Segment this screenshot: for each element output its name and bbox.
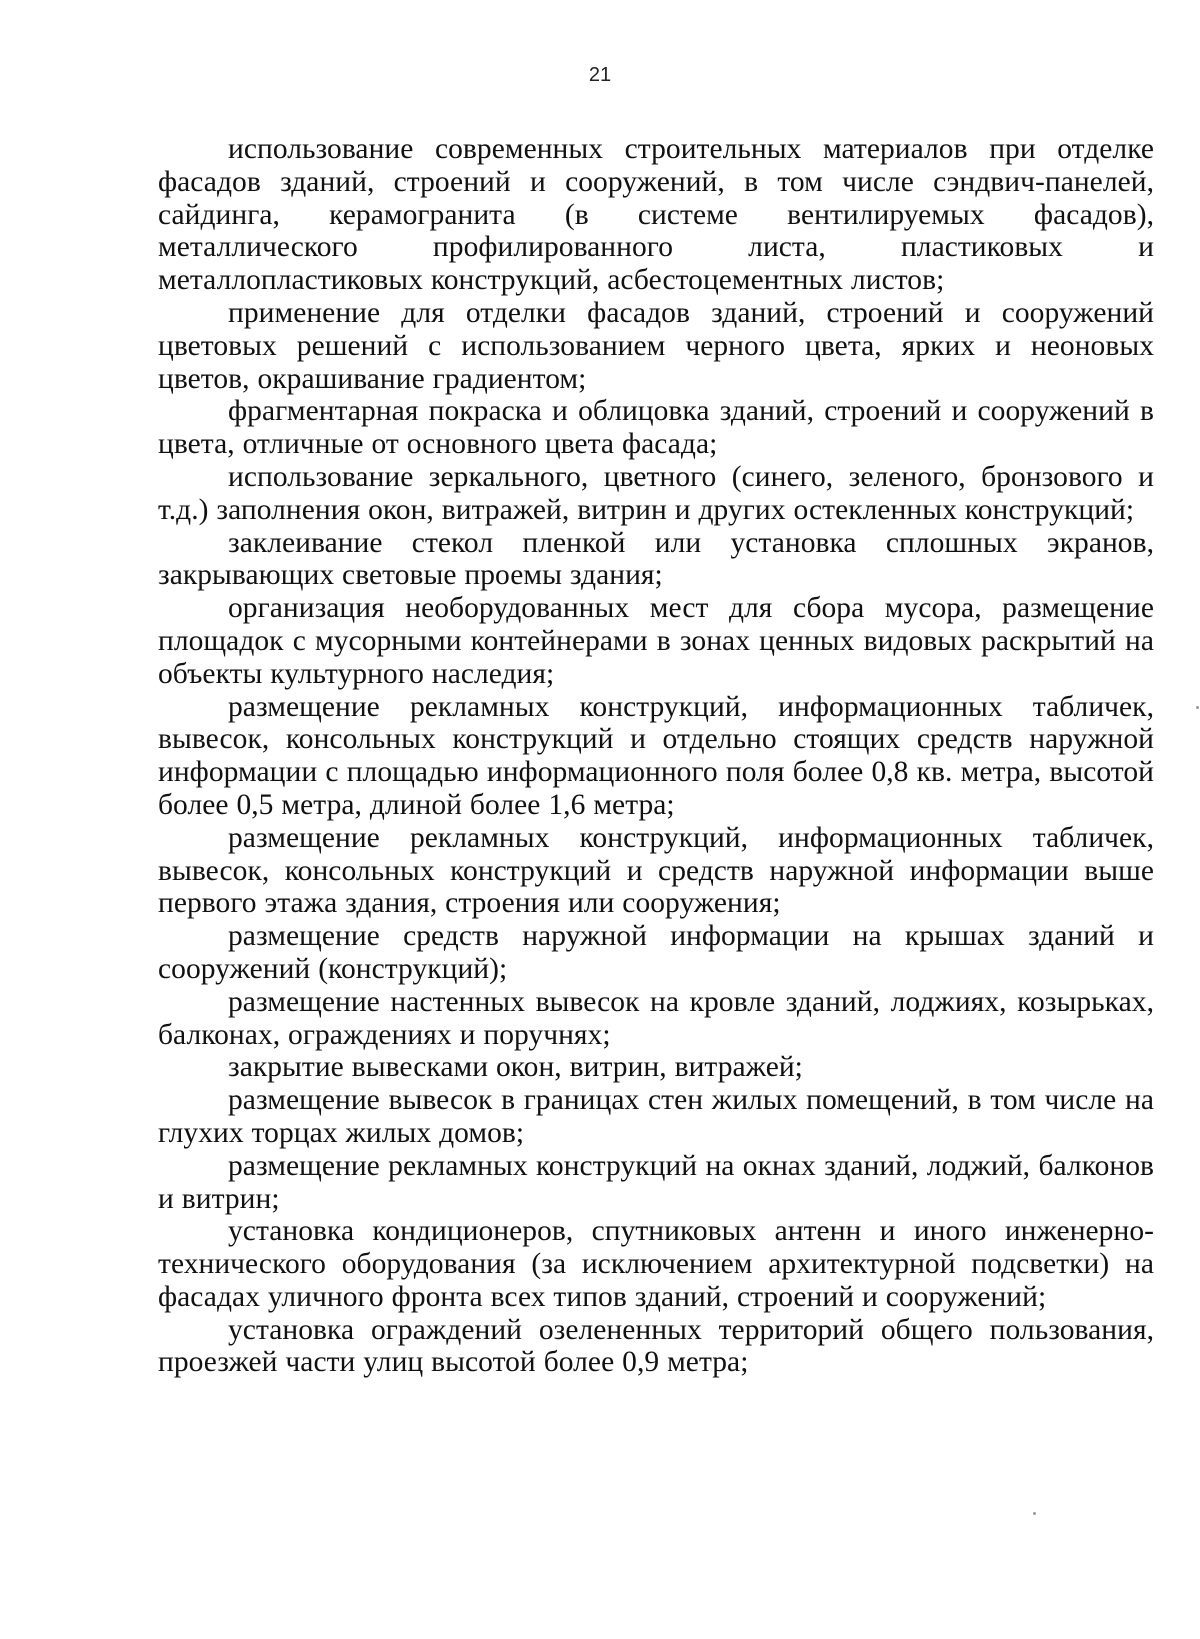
paragraph-5: заклеивание стекол пленкой или установка сплошных экранов, закрывающих световые проемы здания; [158, 526, 1154, 592]
paragraph-1: использование современных строительных материалов при отделке фасадов зданий, строений и сооружений, в том числе сэндвич-панелей, сайдинга, керамогранита (в системе вентилируемых фасадов), металлического профилированного листа, пластиковых и металлопластиковых конструкций, асбестоцементных листов; [158, 133, 1154, 297]
paragraph-3: фрагментарная покраска и облицовка зданий, строений и сооружений в цвета, отличные от основного цвета фасада; [158, 395, 1154, 461]
paragraph-9: размещение средств наружной информации на крышах зданий и сооружений (конструкций); [158, 920, 1154, 985]
paragraph-4: использование зеркального, цветного (синего, зеленого, бронзового и т.д.) заполнения окон, витражей, витрин и других остекленных конструкций; [158, 460, 1154, 526]
paragraph-12: размещение вывесок в границах стен жилых помещений, в том числе на глухих торцах жилых домов; [158, 1084, 1154, 1149]
page-number: 21 [588, 64, 612, 86]
paragraph-10: размещение настенных вывесок на кровле зданий, лоджиях, козырьках, балконах, ограждениях и поручнях; [158, 985, 1154, 1051]
paragraph-15: установка ограждений озелененных территорий общего пользования, проезжей части улиц высотой более 0,9 метра; [158, 1313, 1154, 1379]
paragraph-13: размещение рекламных конструкций на окнах зданий, лоджий, балконов и витрин; [158, 1149, 1154, 1215]
scan-speck [1196, 706, 1199, 709]
paragraph-11: закрытие вывесками окон, витрин, витражей; [228, 1051, 803, 1084]
paragraph-7: размещение рекламных конструкций, информационных табличек, вывесок, консольных конструкций и отдельно стоящих средств наружной информации с площадью информационного поля более 0,8 кв. метра, высотой более 0,5 метра, длиной более 1,6 метра; [158, 690, 1154, 821]
paragraph-2: применение для отделки фасадов зданий, строений и сооружений цветовых решений с использованием черного цвета, ярких и неоновых цветов, окрашивание градиентом; [158, 296, 1154, 395]
paragraph-8: размещение рекламных конструкций, информационных табличек, вывесок, консольных конструкций и средств наружной информации выше первого этажа здания, строения или сооружения; [158, 821, 1154, 920]
paragraph-14: установка кондиционеров, спутниковых антенн и иного инженерно-технического оборудования (за исключением архитектурной подсветки) на фасадах уличного фронта всех типов зданий, строений и сооружений; [158, 1215, 1154, 1313]
body-text [158, 133, 1154, 1379]
scan-speck [1033, 1512, 1036, 1515]
paragraph-6: организация необорудованных мест для сбора мусора, размещение площадок с мусорными контейнерами в зонах ценных видовых раскрытий на объекты культурного наследия; [158, 592, 1154, 690]
